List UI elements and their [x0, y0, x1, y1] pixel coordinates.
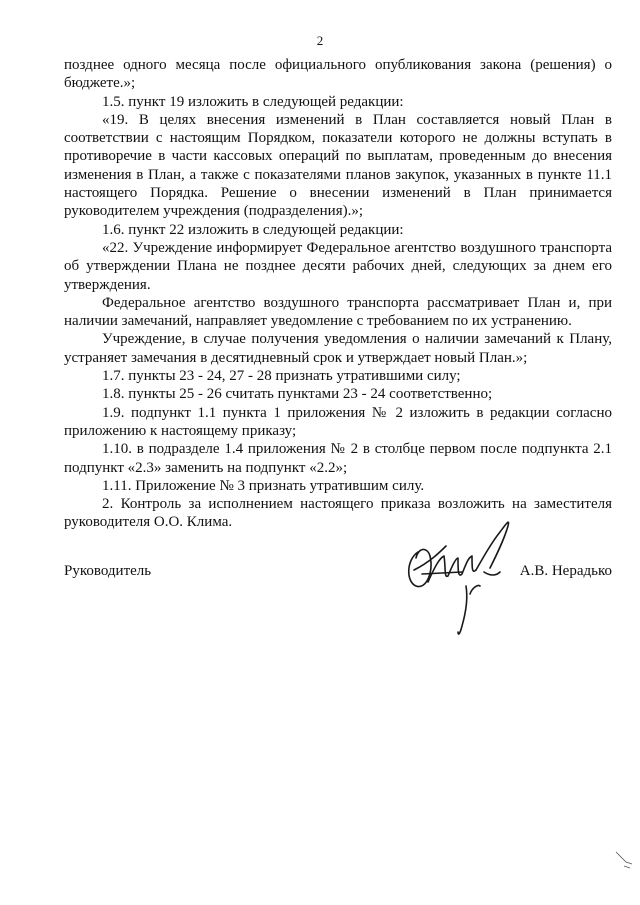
paragraph-continuation: позднее одного месяца после официального опубликования закона (решения) о бюджете.»;: [64, 57, 612, 92]
paragraph-item-1-10: 1.10. в подразделе 1.4 приложения № 2 в столбце первом после подпункта 2.1 подпункт «2.3» заменить на подпункт «2.2»;: [64, 441, 612, 476]
paragraph-clause-19: «19. В целях внесения изменений в План составляется новый План в соответствии с настоящим Порядком, показатели которого не должны вступать в противоречие в части кассовых операций по выплатам, проведенным до внесения изменения в План, а также с показателями планов закупок, указанных в пункте 11.1 настоящего Порядка. Решение о внесении изменений в План принимается руководителем учреждения (подразделения).»;: [64, 111, 612, 220]
paragraph-item-1-5: 1.5. пункт 19 изложить в следующей редакции:: [102, 93, 404, 110]
page-number: 2: [316, 33, 324, 48]
signer-name: А.В. Нерадько: [519, 563, 612, 579]
paragraph-item-1-9: 1.9. подпункт 1.1 пункта 1 приложения № 2 изложить в редакции согласно приложению к настоящему приказу;: [64, 404, 612, 439]
signer-title: Руководитель: [64, 563, 152, 579]
scan-artifact-mark: [612, 848, 636, 872]
paragraph-item-2: 2. Контроль за исполнением настоящего приказа возложить на заместителя руководителя О.О. Клима.: [64, 496, 612, 531]
paragraph-agency-review: Федеральное агентство воздушного транспорта рассматривает План и, при наличии замечаний, направляет уведомление с требованием по их устранению.: [64, 294, 612, 330]
paragraph-clause-22: «22. Учреждение информирует Федеральное агентство воздушного транспорта об утверждении Плана не позднее десяти рабочих дней, следующих за днем его утверждения.: [64, 239, 612, 293]
handwritten-signature: [400, 512, 530, 642]
paragraph-corrections: Учреждение, в случае получения уведомления о наличии замечаний к Плану, устраняет замечания в десятидневный срок и утверждает новый План.»;: [64, 331, 612, 366]
document-body: [64, 56, 612, 532]
paragraph-item-1-8: 1.8. пункты 25 - 26 считать пунктами 23 - 24 соответственно;: [102, 386, 493, 403]
paragraph-item-1-7: 1.7. пункты 23 - 24, 27 - 28 признать утратившими силу;: [102, 368, 461, 385]
paragraph-item-1-6: 1.6. пункт 22 изложить в следующей редакции:: [102, 221, 404, 238]
paragraph-item-1-11: 1.11. Приложение № 3 признать утратившим силу.: [102, 477, 425, 494]
